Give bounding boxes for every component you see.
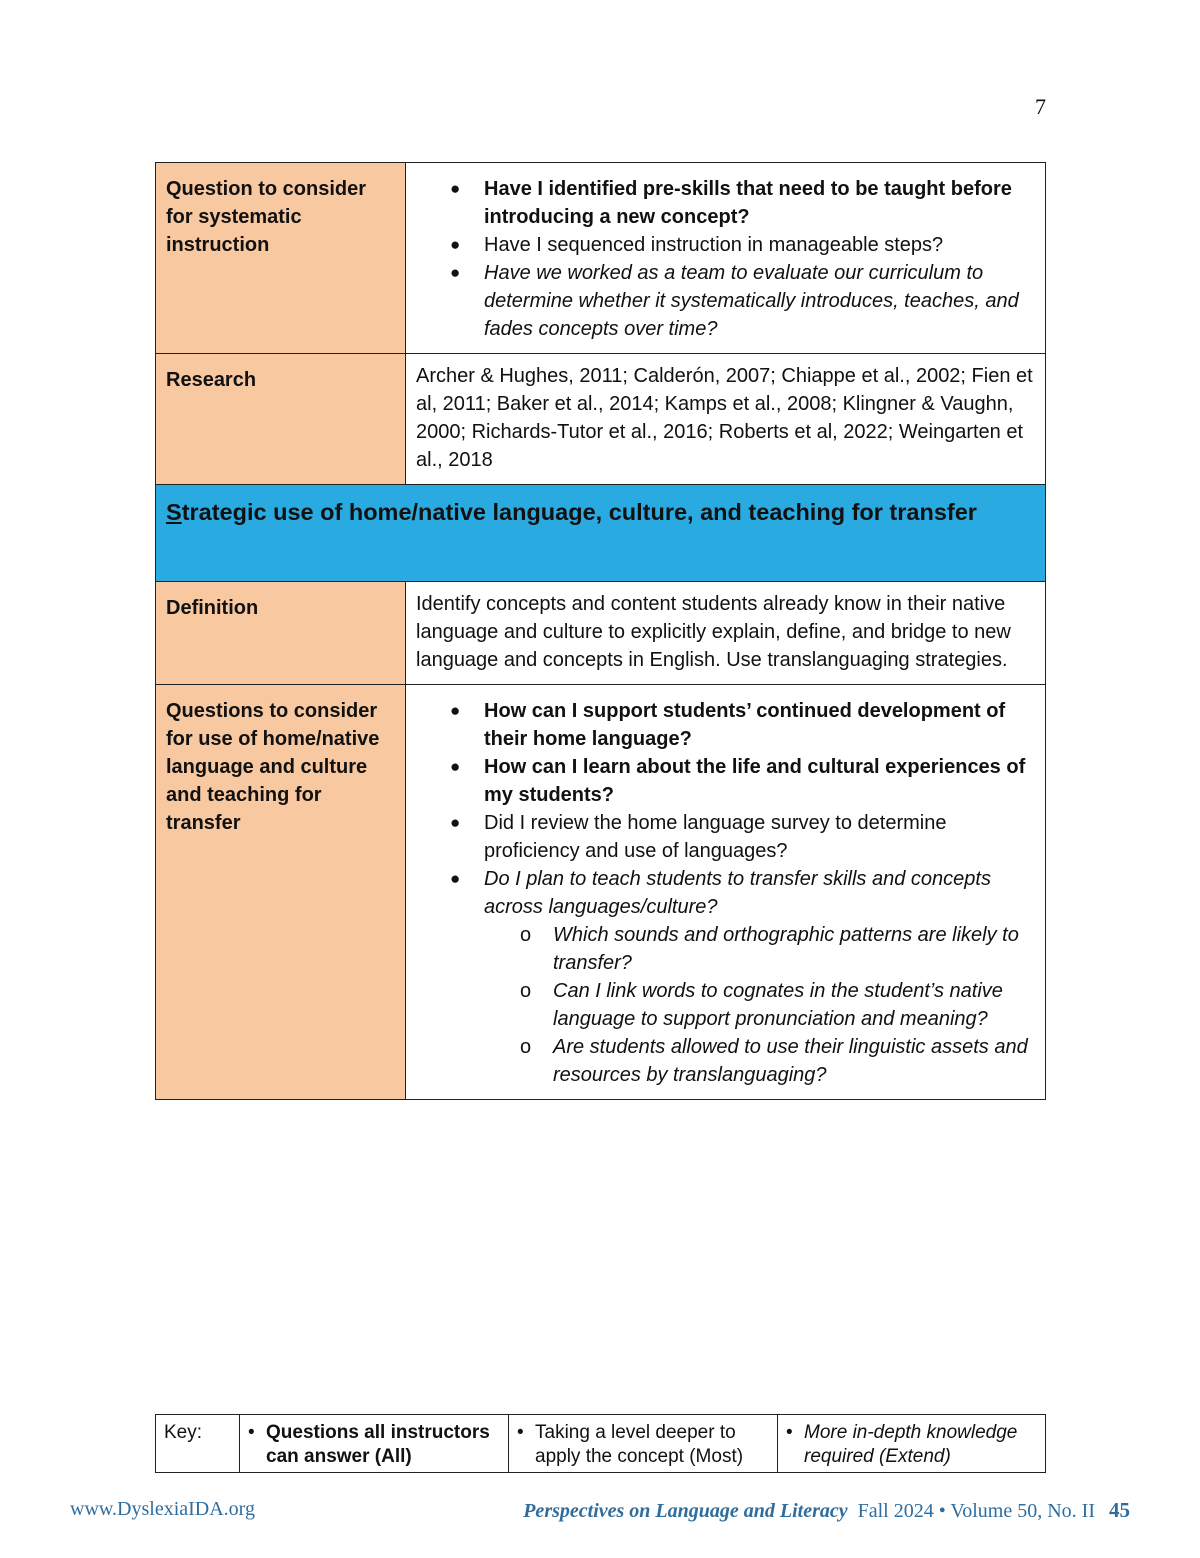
definition-text: Identify concepts and content students already know in their native language and culture to explicitly explain, define, and bridge to new language and concepts in English. Use translanguaging strategies. [406, 582, 1046, 685]
table-row-home-language [156, 685, 1046, 1100]
sub-list-item: o Can I link words to cognates in the student’s native language to support pronunciation and meaning? [416, 977, 1037, 1033]
section-heading [156, 485, 1046, 582]
section-heading-text: trategic use of home/native language, culture, and teaching for transfer [181, 499, 977, 525]
list-item: ● Do I plan to teach students to transfer skills and concepts across languages/culture? [416, 865, 1037, 921]
home-language-questions-label: Questions to consider for use of home/native language and culture and teaching for transfer [156, 685, 406, 1100]
key-extend-cell [778, 1415, 1046, 1473]
systematic-questions-label: Question to consider for systematic instruction [156, 163, 406, 354]
section-heading-initial: S [166, 499, 182, 525]
footer-journal-info [523, 1498, 1130, 1523]
table-row-research [156, 354, 1046, 485]
list-item: ● Have I identified pre-skills that need to be taught before introducing a new concept? [416, 175, 1037, 231]
sub-list-item: o Which sounds and orthographic patterns are likely to transfer? [416, 921, 1037, 977]
key-extend: • More in-depth knowledge required (Extend) [786, 1421, 1037, 1469]
key-legend [155, 1414, 1046, 1473]
list-item: ● Did I review the home language survey to determine proficiency and use of languages? [416, 809, 1037, 865]
list-item: ● How can I support students’ continued development of their home language? [416, 697, 1037, 753]
footer-journal-title: Perspectives on Language and Literacy [523, 1500, 848, 1522]
table-row-section-heading [156, 485, 1046, 582]
footer-website-link[interactable]: www.DyslexiaIDA.org [70, 1498, 255, 1520]
home-language-questions-cell [406, 685, 1046, 1100]
key-all: • Questions all instructors can answer (All) [248, 1421, 500, 1469]
key-most-cell [509, 1415, 778, 1473]
table-row-definition [156, 582, 1046, 685]
footer-page-number: 45 [1109, 1498, 1130, 1522]
systematic-questions-cell [406, 163, 1046, 354]
table-row-systematic [156, 163, 1046, 354]
key-all-cell [240, 1415, 509, 1473]
framework-table [155, 162, 1046, 1100]
page-footer [70, 1498, 1130, 1528]
list-item: ● Have we worked as a team to evaluate our curriculum to determine whether it systematically introduces, teaches, and fades concepts over time? [416, 259, 1037, 343]
page-number: 7 [1035, 94, 1046, 119]
list-item: ● How can I learn about the life and cultural experiences of my students? [416, 753, 1037, 809]
research-citations: Archer & Hughes, 2011; Calderón, 2007; Chiappe et al., 2002; Fien et al, 2011; Baker et al., 2014; Kamps et al., 2008; Klingner & Vaughn, 2000; Richards-Tutor et al., 2016; Roberts et al, 2022; Weingarten et al., 2018 [406, 354, 1046, 485]
key-label: Key: [156, 1415, 240, 1473]
home-language-questions-list [416, 697, 1037, 921]
definition-label: Definition [156, 582, 406, 685]
sub-list-item: o Are students allowed to use their linguistic assets and resources by translanguaging? [416, 1033, 1037, 1089]
footer-issue: Fall 2024 • Volume 50, No. II [857, 1500, 1095, 1522]
list-item: ● Have I sequenced instruction in manageable steps? [416, 231, 1037, 259]
key-most: • Taking a level deeper to apply the concept (Most) [517, 1421, 769, 1469]
research-label: Research [156, 354, 406, 485]
key-row [156, 1415, 1046, 1473]
systematic-questions-list [416, 175, 1037, 343]
transfer-sub-list [416, 921, 1037, 1089]
